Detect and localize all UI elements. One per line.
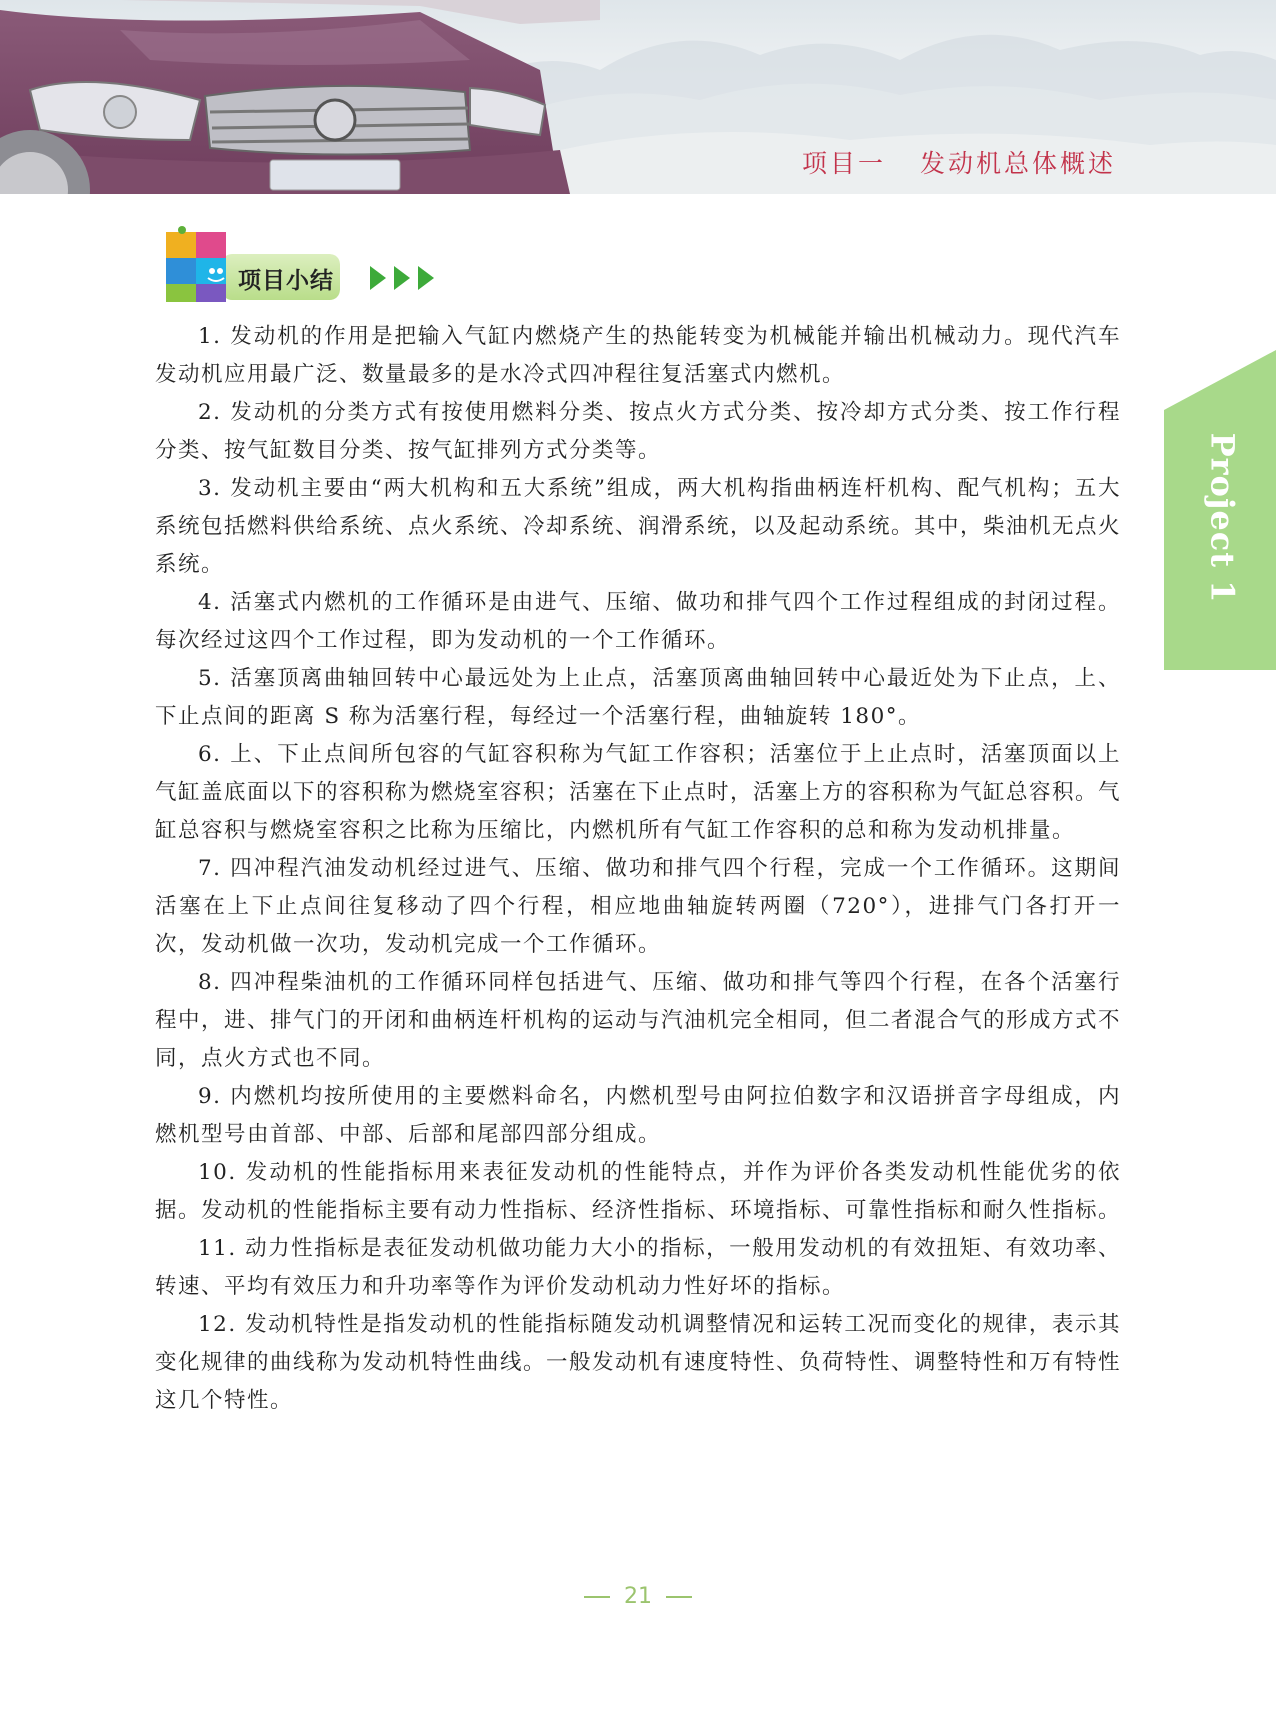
section-heading (160, 226, 450, 306)
summary-paragraph: 2. 发动机的分类方式有按使用燃料分类、按点火方式分类、按冷却方式分类、按工作行程分类、按气缸数目分类、按气缸排列方式分类等。 (155, 400, 1121, 463)
project-title: 发动机总体概述 (919, 149, 1116, 178)
summary-paragraph: 9. 内燃机均按所使用的主要燃料命名，内燃机型号由阿拉伯数字和汉语拼音字母组成，内燃机型号由首部、中部、后部和尾部四部分组成。 (155, 1084, 1121, 1147)
header-banner (0, 0, 1276, 194)
summary-paragraph: 6. 上、下止点间所包容的气缸容积称为气缸工作容积；活塞位于上止点时，活塞顶面以上气缸盖底面以下的容积称为燃烧室容积；活塞在下止点时，活塞上方的容积称为气缸总容积。气缸总容积与燃烧室容积之比称为压缩比，内燃机所有气缸工作容积的总和称为发动机排量。 (155, 742, 1122, 843)
side-tab-label: Project 1 (1203, 432, 1241, 604)
summary-paragraph: 7. 四冲程汽油发动机经过进气、压缩、做功和排气四个行程，完成一个工作循环。这期间活塞在上下止点间往复移动了四个行程，相应地曲轴旋转两圈（720°），进排气门各打开一次，发动机做一次功，发动机完成一个工作循环。 (155, 856, 1121, 957)
left-dash (584, 1596, 610, 1598)
summary-paragraph: 11. 动力性指标是表征发动机做功能力大小的指标，一般用发动机的有效扭矩、有效功率、转速、平均有效压力和升功率等作为评价发动机动力性好坏的指标。 (155, 1236, 1121, 1299)
car-image (0, 0, 600, 194)
page-footer (0, 1584, 1276, 1609)
summary-paragraph: 1. 发动机的作用是把输入气缸内燃烧产生的热能转变为机械能并输出机械动力。现代汽车发动机应用最广泛、数量最多的是水冷式四冲程往复活塞式内燃机。 (155, 324, 1121, 387)
summary-paragraph: 5. 活塞顶离曲轴回转中心最远处为上止点，活塞顶离曲轴回转中心最近处为下止点，上、下止点间的距离 S 称为活塞行程，每经过一个活塞行程，曲轴旋转 180°。 (155, 666, 1121, 729)
colorful-cubes-icon (160, 226, 240, 306)
section-title: 项目小结 (238, 268, 334, 294)
right-dash (666, 1596, 692, 1598)
project-number: 项目一 (801, 149, 886, 178)
summary-paragraph: 8. 四冲程柴油机的工作循环同样包括进气、压缩、做功和排气等四个行程，在各个活塞行程中，进、排气门的开闭和曲柄连杆机构的运动与汽油机完全相同，但二者混合气的形成方式不同，点火方式也不同。 (155, 970, 1122, 1071)
chapter-title (802, 144, 1116, 180)
summary-paragraph: 4. 活塞式内燃机的工作循环是由进气、压缩、做功和排气四个工作过程组成的封闭过程。每次经过这四个工作过程，即为发动机的一个工作循环。 (155, 590, 1121, 653)
summary-paragraph: 3. 发动机主要由“两大机构和五大系统”组成，两大机构指曲柄连杆机构、配气机构；五大系统包括燃料供给系统、点火系统、冷却系统、润滑系统，以及起动系统。其中，柴油机无点火系统。 (155, 476, 1122, 577)
summary-paragraph: 12. 发动机特性是指发动机的性能指标随发动机调整情况和运转工况而变化的规律，表示其变化规律的曲线称为发动机特性曲线。一般发动机有速度特性、负荷特性、调整特性和万有特性这几个特性。 (155, 1312, 1122, 1413)
summary-paragraph: 10. 发动机的性能指标用来表征发动机的性能特点，并作为评价各类发动机性能优劣的依据。发动机的性能指标主要有动力性指标、经济性指标、环境指标、可靠性指标和耐久性指标。 (155, 1160, 1122, 1223)
side-tab (1182, 432, 1262, 604)
page-number: 21 (624, 1584, 652, 1609)
triple-arrow-icon (370, 264, 450, 292)
summary-content (155, 318, 1121, 1420)
